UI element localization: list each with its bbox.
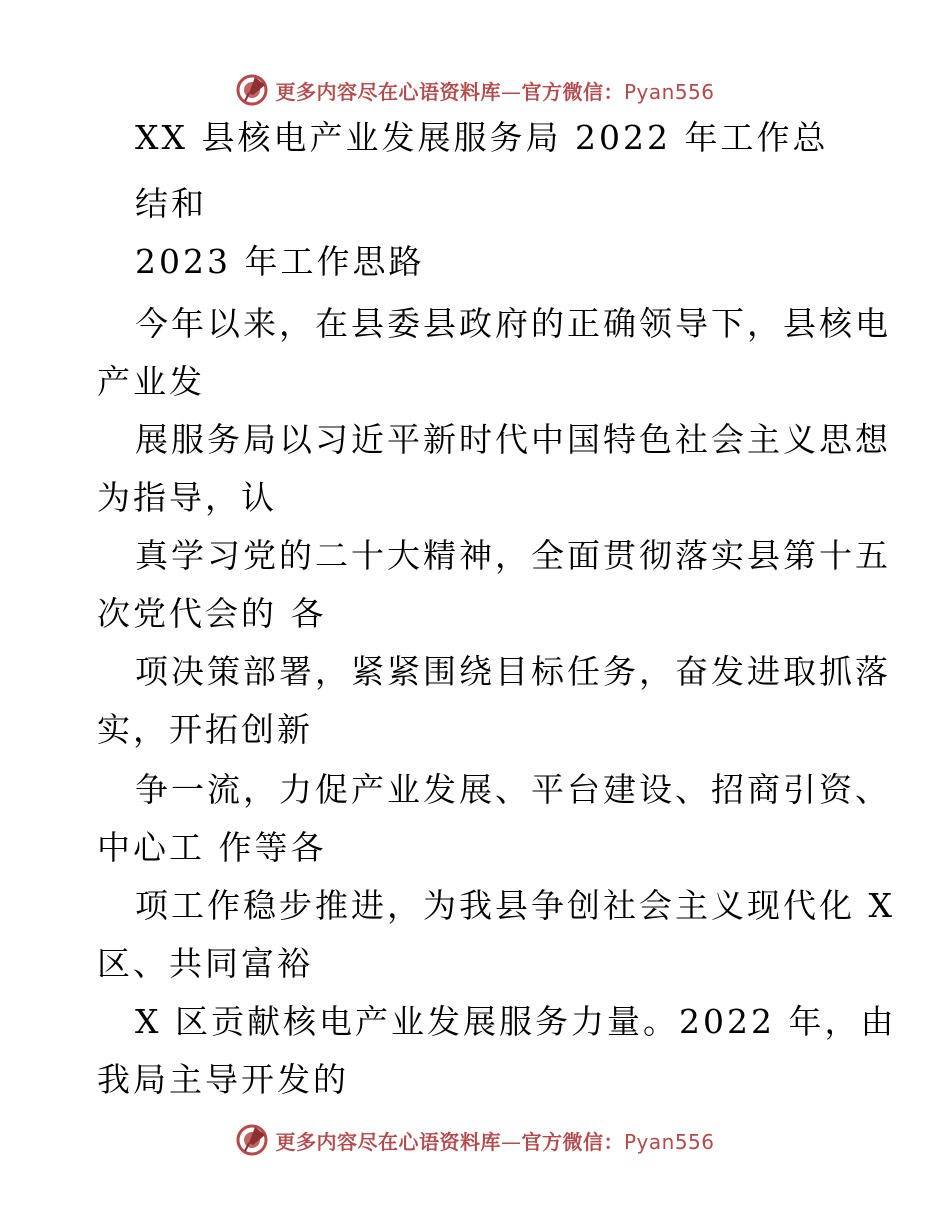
watermark-main: 更多内容尽在心语资料库 [275, 1129, 501, 1154]
watermark-separator: — [500, 79, 522, 104]
doc-title-line-1: XX 县核电产业发展服务局 2022 年工作总 [135, 118, 829, 157]
doc-paragraph-line: 展服务局以习近平新时代中国特色社会主义思想 [135, 420, 891, 459]
doc-paragraph-line: 项决策部署，紧紧围绕目标任务，奋发进取抓落 [135, 652, 891, 691]
quill-logo-icon [235, 73, 269, 107]
doc-paragraph-line: 今年以来，在县委县政府的正确领导下，县核电 [135, 304, 891, 343]
doc-paragraph-line: 为指导，认 [97, 478, 277, 517]
doc-paragraph-line: 中心工 作等各 [97, 828, 327, 867]
watermark-separator: — [500, 1129, 522, 1154]
doc-paragraph-line: 项工作稳步推进，为我县争创社会主义现代化 X [135, 886, 895, 925]
watermark-wechat-id: Pyan556 [623, 79, 715, 104]
footer-watermark-banner [0, 1120, 950, 1160]
quill-logo-icon [235, 1123, 269, 1157]
doc-paragraph-line: 次党代会的 各 [97, 594, 327, 633]
doc-paragraph-line: 我局主导开发的 [97, 1060, 349, 1099]
watermark-suffix: 官方微信： [521, 79, 624, 104]
doc-paragraph-line: 实，开拓创新 [97, 710, 313, 749]
watermark-suffix: 官方微信： [521, 1129, 624, 1154]
doc-title-line-2: 结和 [135, 184, 207, 223]
watermark-wechat-id: Pyan556 [623, 1129, 715, 1154]
doc-title-line-3: 2023 年工作思路 [135, 242, 425, 281]
watermark-main: 更多内容尽在心语资料库 [275, 79, 501, 104]
doc-paragraph-line: 产业发 [97, 362, 205, 401]
doc-paragraph-line: 区、共同富裕 [97, 944, 313, 983]
doc-paragraph-line: 真学习党的二十大精神，全面贯彻落实县第十五 [135, 536, 891, 575]
watermark-text [275, 1126, 714, 1155]
doc-paragraph-line: X 区贡献核电产业发展服务力量。2022 年，由 [135, 1002, 897, 1041]
doc-paragraph-line: 争一流，力促产业发展、平台建设、招商引资、 [135, 770, 891, 809]
watermark-text [275, 76, 714, 105]
header-watermark-banner [0, 70, 950, 110]
